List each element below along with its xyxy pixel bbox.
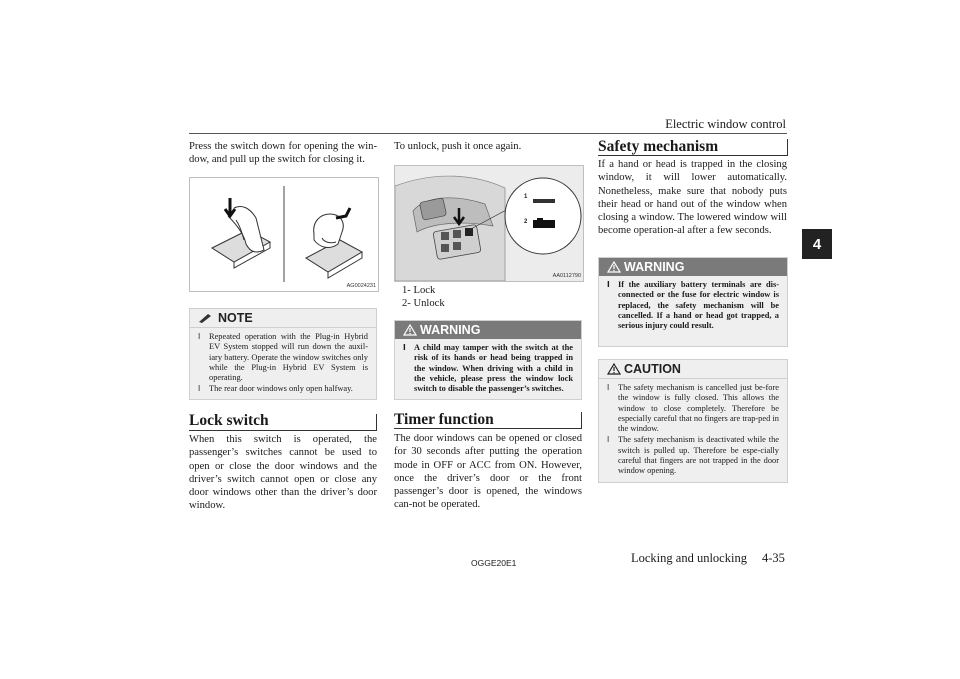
note-body bbox=[190, 328, 376, 402]
section-rule bbox=[394, 428, 582, 429]
figure-code: AG0024231 bbox=[346, 283, 376, 289]
warning-triangle-icon bbox=[607, 261, 621, 273]
unlock-instruction: To unlock, push it once again. bbox=[394, 141, 522, 152]
timer-function-body: The door windows can be opened or closed for 30 seconds after putting the operation mode in OFF or ACC from ON. However, once the driver’s door or the front passenger’s door is opened, the windows can-not be operated. bbox=[394, 433, 582, 511]
door-panel-illustration bbox=[395, 166, 583, 281]
warning-header bbox=[599, 258, 787, 276]
warning-triangle-icon bbox=[403, 324, 417, 336]
warning-body bbox=[395, 339, 581, 401]
figure-code: AA0112790 bbox=[552, 273, 581, 279]
caution-box bbox=[598, 359, 788, 483]
switch-pull-up-drawing bbox=[306, 214, 362, 278]
caution-heading: CAUTION bbox=[624, 362, 681, 376]
lock-switch-figure bbox=[394, 165, 584, 282]
caution-item: l The safety mechanism is deactivated while the switch is pulled up. Therefore be espe-cially careful that fingers are not trapped in the door window opening. bbox=[607, 435, 779, 476]
warning-heading: WARNING bbox=[420, 323, 481, 337]
section-rule-end bbox=[581, 412, 582, 428]
callout-label-2: 2 bbox=[524, 219, 528, 225]
window-switch-intro: Press the switch down for opening the win-dow, and pull up the switch for closing it. bbox=[189, 141, 377, 166]
section-rule-end bbox=[376, 414, 377, 430]
chapter-tab: 4 bbox=[802, 229, 832, 259]
bullet-icon: l bbox=[403, 343, 406, 352]
window-switch-illustration bbox=[190, 178, 378, 291]
running-header-title: Electric window control bbox=[665, 117, 786, 131]
bullet-icon: l bbox=[198, 384, 201, 394]
note-header bbox=[190, 309, 376, 328]
document-code: OGGE20E1 bbox=[471, 558, 517, 568]
bullet-icon: l bbox=[198, 332, 201, 341]
lock-switch-body: When this switch is operated, the passenger’s switches cannot be used to open or close the door windows and the driver’s switch cannot open or close any door windows other than the driver’s door window. bbox=[189, 434, 377, 512]
switch-press-down-drawing bbox=[212, 206, 270, 268]
caution-item: l The safety mechanism is cancelled just be-fore the window is fully closed. This allows the window to close completely. Therefore be especially careful that no fingers are trap-ped in the window. bbox=[607, 383, 779, 434]
warning-header bbox=[395, 321, 581, 339]
note-pencil-icon bbox=[198, 312, 214, 324]
window-switch-figure bbox=[189, 177, 379, 292]
footer-section-title: Locking and unlocking bbox=[631, 551, 747, 565]
section-heading-timer-function: Timer function bbox=[394, 411, 494, 428]
warning-box-child bbox=[394, 320, 582, 400]
page-number: 4-35 bbox=[762, 551, 785, 565]
section-heading-safety-mechanism: Safety mechanism bbox=[598, 138, 719, 155]
down-arrow-icon bbox=[225, 198, 235, 216]
bullet-icon: l bbox=[607, 383, 610, 392]
callout-label-1: 1 bbox=[524, 194, 528, 200]
section-rule-end bbox=[787, 139, 788, 155]
section-rule bbox=[598, 155, 788, 156]
bullet-icon: l bbox=[607, 280, 610, 289]
bullet-icon: l bbox=[607, 435, 610, 445]
header-rule bbox=[189, 133, 787, 134]
zoom-callout-circle bbox=[505, 178, 581, 254]
note-heading: NOTE bbox=[218, 311, 253, 325]
up-arrow-icon bbox=[336, 208, 350, 218]
caution-triangle-icon bbox=[607, 363, 621, 375]
safety-mechanism-body: If a hand or head is trapped in the closing window, it will lower automatically. Nonetheless, make sure that nobody puts their head or hand out of the window when closing a window. The lowered window will become operation-al after a few seconds. bbox=[598, 159, 787, 237]
section-rule bbox=[189, 430, 377, 431]
warning-box-battery bbox=[598, 257, 788, 347]
warning-item: l If the auxiliary battery terminals are dis-connected or the fuse for electric window is replaced, the safety mechanism will be cancelled. If a hand or head got trapped, a serious injury could result. bbox=[607, 280, 779, 331]
note-item: l The rear door windows only open halfway. bbox=[198, 384, 353, 394]
note-item: l Repeated operation with the Plug-in Hybrid EV System stopped will run down the auxil-iary battery. Operate the window switches only while the Plug-in Hybrid EV System is operating. bbox=[198, 332, 368, 383]
legend-item-lock: 1- Lock bbox=[402, 285, 436, 296]
caution-body bbox=[599, 379, 787, 484]
warning-heading: WARNING bbox=[624, 260, 685, 274]
caution-header bbox=[599, 360, 787, 379]
figure-legend bbox=[402, 285, 445, 310]
warning-item: l A child may tamper with the switch at the risk of its hands or head being trapped in the window. When driving with a child in the vehicle, please press the window lock switch to disable the passenger’s switches. bbox=[403, 343, 573, 394]
note-box bbox=[189, 308, 377, 400]
legend-item-unlock: 2- Unlock bbox=[402, 297, 445, 309]
warning-body bbox=[599, 276, 787, 338]
section-heading-lock-switch: Lock switch bbox=[189, 412, 269, 429]
